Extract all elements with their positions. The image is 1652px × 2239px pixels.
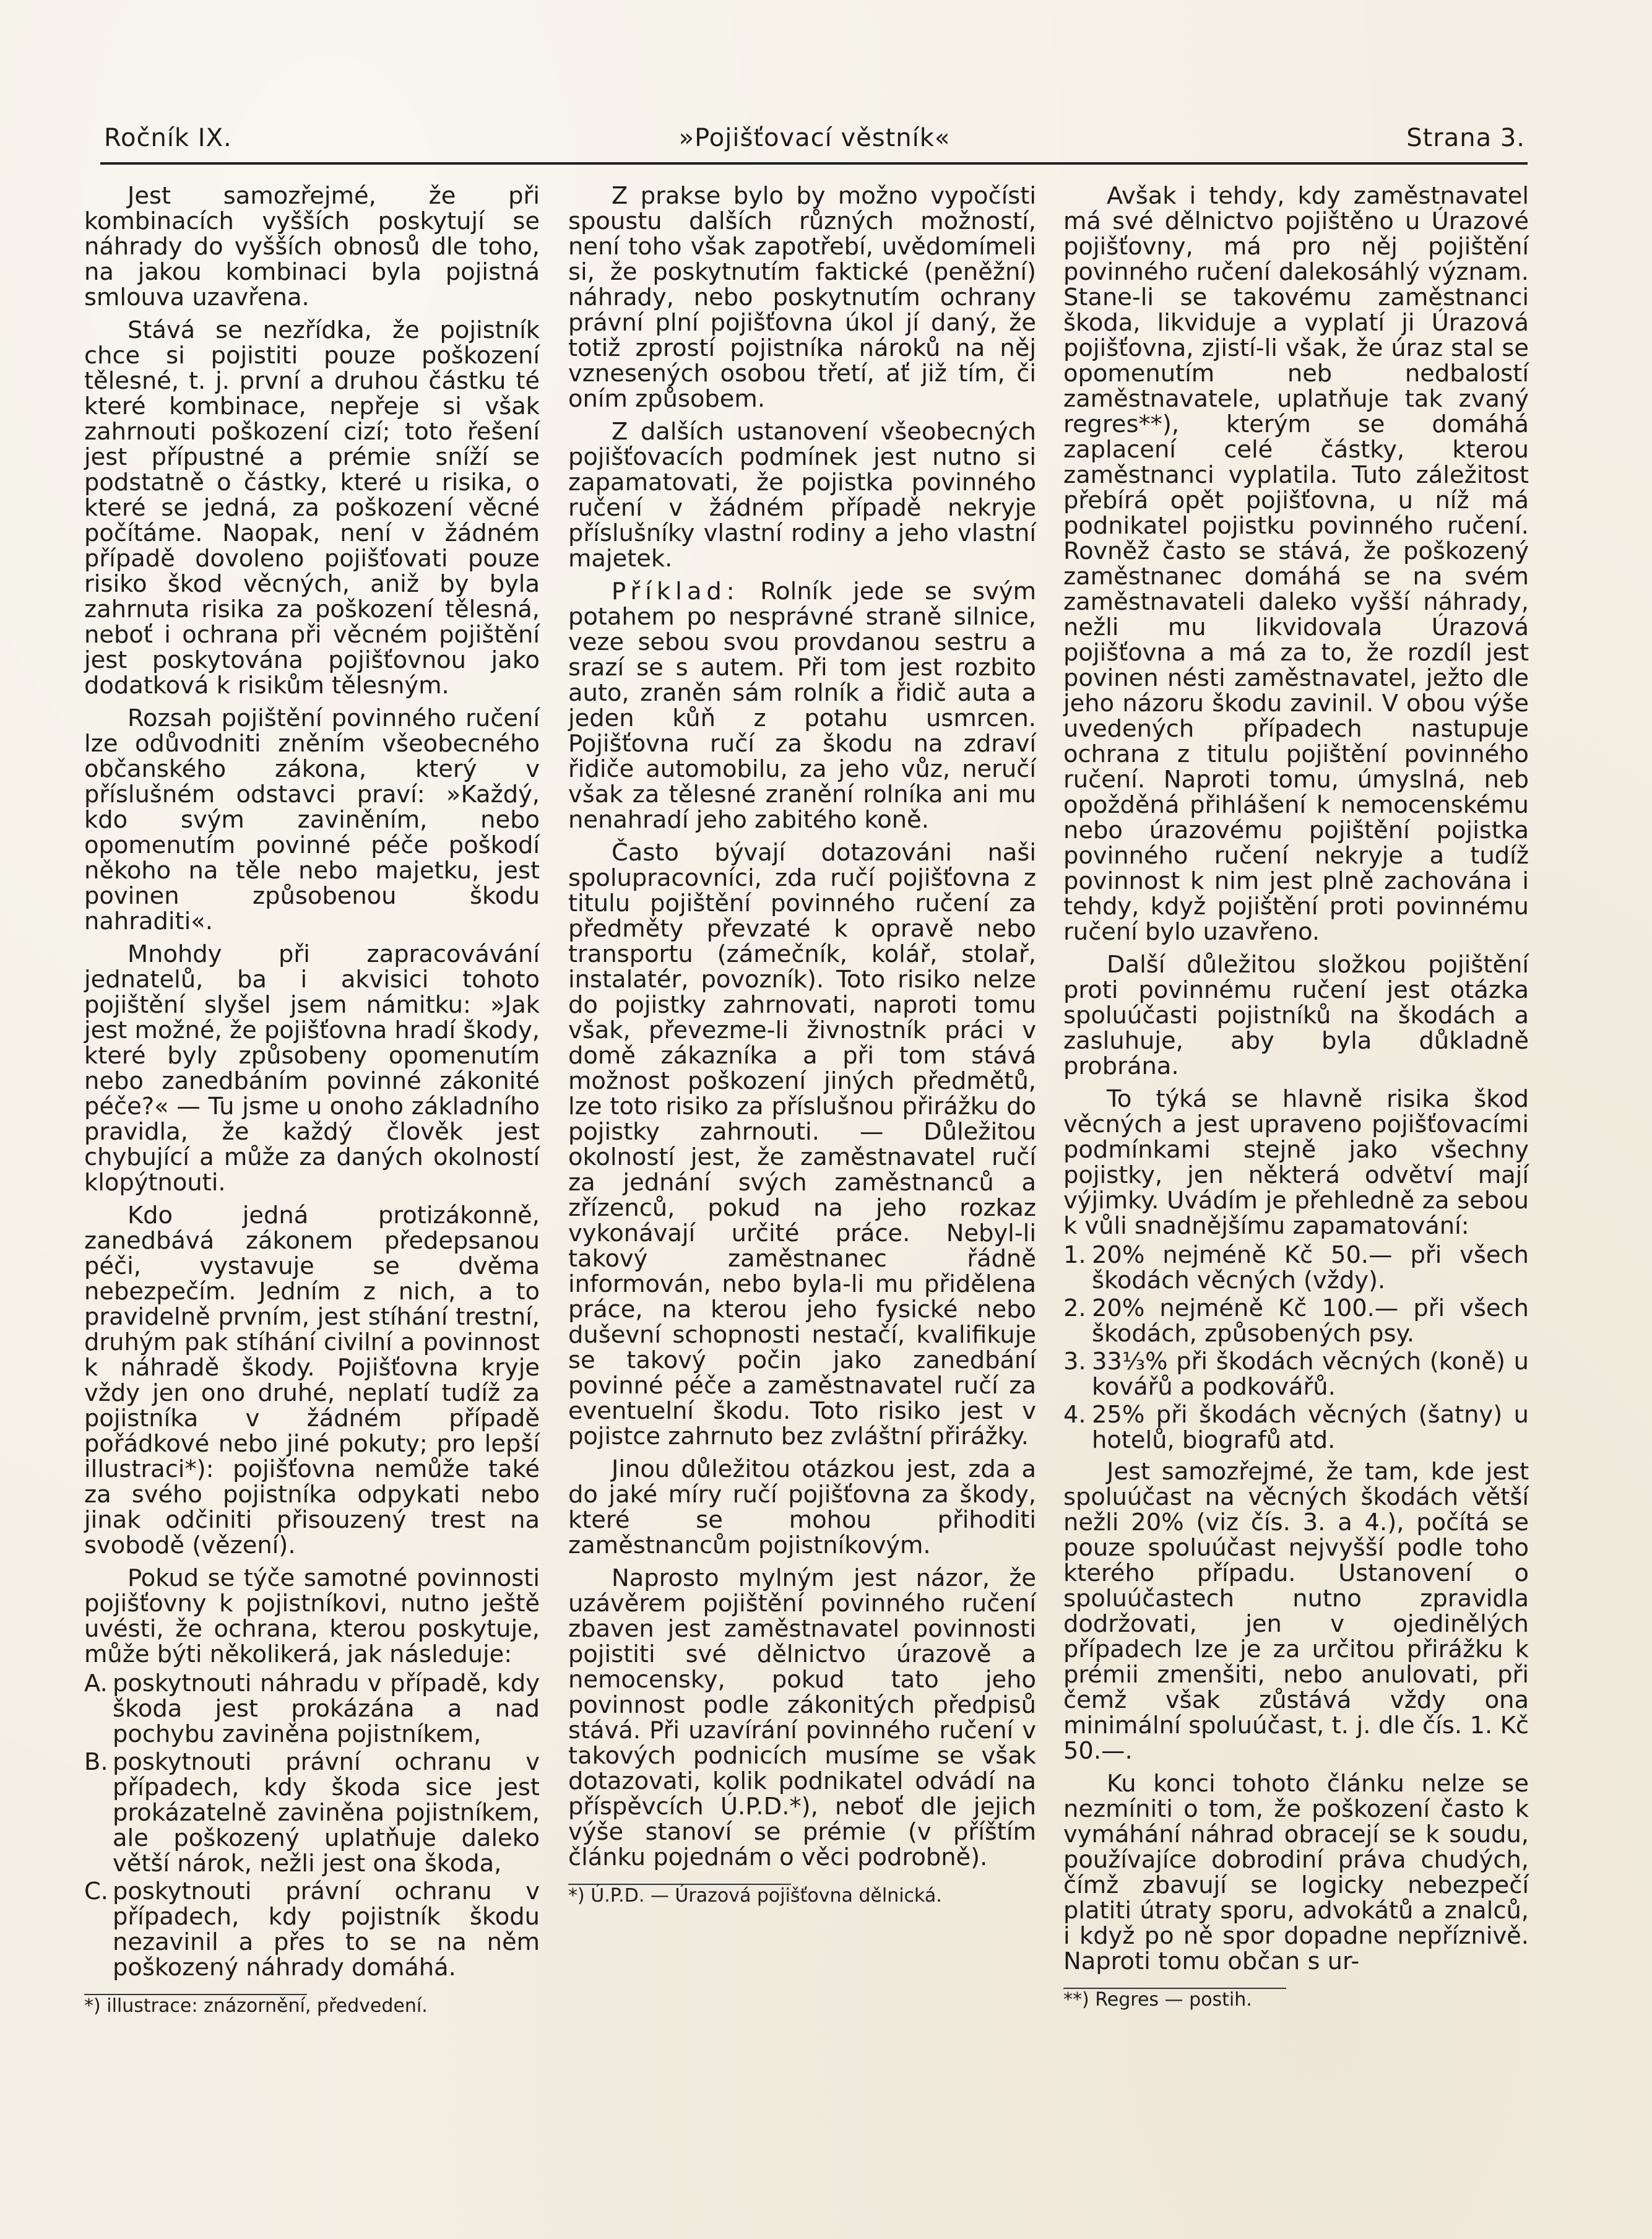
paragraph xyxy=(568,579,1036,833)
list-text: 25% při škodách věcných (šatny) u hotelů, biografů atd. xyxy=(1092,1401,1529,1454)
footnote-mark: *) xyxy=(84,1995,101,2017)
paragraph: Z dalších ustanovení všeobecných pojišťovacích podmínek jest nutno si zapamatovati, že pojistka povinného ručení v žádném případě nekryje příslušníky vlastní rodiny a jeho vlastní majetek. xyxy=(568,418,1036,573)
list-marker: 1. xyxy=(1063,1241,1086,1269)
paragraph: Pokud se týče samotné povinnosti pojišťovny k pojistníkovi, nutno ještě uvésti, že ochrana, kterou poskytuje, může býti několikerá, jak následuje: xyxy=(84,1564,540,1668)
list-text: 20% nejméně Kč 100.— při všech škodách, způsobených psy. xyxy=(1092,1294,1529,1348)
paragraph: Další důležitou složkou pojištění proti povinnému ručení jest otázka spoluúčasti pojistníků na škodách a zasluhuje, aby byla důkladně probrána. xyxy=(1063,951,1529,1080)
list-marker: A. xyxy=(84,1670,108,1697)
page-number: Strana 3. xyxy=(1406,124,1525,152)
list-item xyxy=(1063,1349,1529,1400)
footnote xyxy=(568,1885,1036,1907)
list-marker: 3. xyxy=(1063,1348,1086,1375)
list-marker: B. xyxy=(84,1748,108,1776)
paragraph: Z prakse bylo by možno vypočísti spoustu dalších různých možností, není toho však zapotřebí, uvědomímeli si, že poskytnutím faktické (peněžní) náhrady, nebo poskytnutím ochrany právní plní pojišťovna úkol jí daný, že totiž zprostí pojistníka nároků na něj vznesených osobou třetí, ať již tím, či oním způsobem. xyxy=(568,182,1036,413)
paragraph: Jest samozřejmé, že tam, kde jest spoluúčast na věcných škodách větší nežli 20% (viz čís. 3. a 4.), počítá se pouze spoluúčast nejvyšší podle toho kterého případu. Ustanovení o spoluúčastech nutno zpravidla dodržovati, jen v ojedinělých případech lze je za určitou přirážku k prémii zmenšiti, nebo anulovati, při čemž však zůstává vždy ona minimální spoluúčast, t. j. dle čís. 1. Kč 50.—. xyxy=(1063,1458,1529,1765)
protection-list xyxy=(84,1671,540,1980)
list-item xyxy=(84,1749,540,1876)
paragraph: Jinou důležitou otázkou jest, zda a do jaké míry ručí pojišťovna za škody, které se mohou přihoditi zaměstnancům pojistníkovým. xyxy=(568,1455,1036,1559)
footnote xyxy=(84,1995,540,2017)
list-item xyxy=(1063,1296,1529,1346)
list-marker: C. xyxy=(84,1877,109,1905)
deductible-list xyxy=(1063,1242,1529,1453)
paragraph: Naprosto mylným jest názor, že uzávěrem pojištění povinného ručení zbaven jest zaměstnavatel povinnosti pojistiti své dělnictvo úrazově a nemocensky, pokud tato jeho povinnost podle zákonitých předpisů stává. Při uzavírání povinného ručení v takových podnicích musíme se však dotazovati, kolik podnikatel odvádí na příspěvcích Ú.P.D.*), neboť dle jejich výše stanoví se prémie (v příštím článku pojednám o věci podrobně). xyxy=(568,1564,1036,1871)
column-1 xyxy=(84,183,540,2053)
list-item xyxy=(1063,1242,1529,1293)
paragraph: Stává se nezřídka, že pojistník chce si pojistiti pouze poškození tělesné, t. j. první a druhou částku té které kombinace, nepřeje si však zahrnouti poškození cizí; toto řešení jest přípustné a prémie sníží se podstatně o částky, které u risika, o které se jedná, za poškození věcné počítáme. Naopak, není v žádném případě dovoleno pojišťovati pouze risiko škod věcných, aniž by byla zahrnuta risika za poškození tělesná, neboť i ochrana při věcném pojištění jest poskytována pojišťovnou jako dodatková k risikům tělesným. xyxy=(84,316,540,699)
list-text: poskytnouti náhradu v případě, kdy škoda jest prokázána a nad pochybu zaviněna pojistníkem, xyxy=(113,1670,540,1748)
footnote-mark: **) xyxy=(1063,1989,1089,2011)
journal-title: »Pojišťovací věstník« xyxy=(678,124,951,152)
running-header xyxy=(104,124,1525,161)
volume-number: Ročník IX. xyxy=(104,124,232,152)
list-text: 33⅓% při škodách věcných (koně) u kovářů a podkovářů. xyxy=(1092,1348,1529,1401)
footnote-text: Regres — postih. xyxy=(1095,1989,1252,2011)
list-marker: 2. xyxy=(1063,1294,1086,1322)
list-item xyxy=(84,1879,540,1980)
list-text: 20% nejméně Kč 50.— při všech škodách věcných (vždy). xyxy=(1092,1241,1529,1294)
column-3 xyxy=(1063,183,1529,2053)
list-item xyxy=(1063,1402,1529,1453)
column-2 xyxy=(568,183,1036,2053)
paragraph: Rozsah pojištění povinného ručení lze odůvodniti zněním všeobecného občanského zákona, který v příslušném odstavci praví: »Každý, kdo svým zaviněním, nebo opomenutím povinné péče poškodí někoho na těle nebo majetku, jest povinen způsobenou škodu nahraditi«. xyxy=(84,704,540,935)
list-item xyxy=(84,1671,540,1747)
header-rule xyxy=(100,162,1528,165)
example-label: Příklad: xyxy=(612,578,740,605)
list-text: poskytnouti právní ochranu v případech, kdy pojistník škodu nezavinil a přes to se na něm poškozený náhrady domáhá. xyxy=(113,1877,540,1981)
footnote xyxy=(1063,1989,1529,2011)
paragraph: Často bývají dotazováni naši spolupracovníci, zda ručí pojišťovna z titulu pojištění povinného ručení za předměty převzaté k opravě nebo transportu (zámečník, kolář, stolař, instalatér, povozník). Toto risiko nelze do pojistky zahrnovati, naproti tomu však, převezme-li živnostník práci v domě zákazníka a při tom stává možnost poškození jiných předmětů, lze toto risiko za příslušnou přirážku do pojistky zahrnouti. — Důležitou okolností jest, že zaměstnavatel ručí za jednání svých zaměstnanců a zřízenců, pokud na jeho rozkaz vykonávají určité práce. Nebyl-li takový zaměstnanec řádně informován, nebo byla-li mu přidělena práce, na kterou jeho fysické nebo duševní schopnosti nestačí, kvalifikuje se takový počin jako zanedbání povinné péče a zaměstnavatel ručí za eventuelní škodu. Toto risiko jest v pojistce zahrnuto bez zvláštní přirážky. xyxy=(568,839,1036,1450)
paragraph: Avšak i tehdy, kdy zaměstnavatel má své dělnictvo pojištěno u Úrazové pojišťovny, má pro něj pojištění povinného ručení dalekosáhlý význam. Stane-li se takovému zaměstnanci škoda, likviduje a vyplatí ji Úrazová pojišťovna, zjistí-li však, že úraz stal se opomenutím neb nedbalostí zaměstnavatele, uplatňuje tak zvaný regres**), kterým se domáhá zaplacení celé částky, kterou zaměstnanci vyplatila. Tuto záležitost přebírá opět pojišťovna, u níž má podnikatel pojistku povinného ručení. Rovněž často se stává, že poškozený zaměstnanec domáhá se na svém zaměstnavateli daleko vyšší náhrady, nežli mu likvidovala Úrazová pojišťovna a má za to, že rozdíl jest povinen nésti zaměstnavatel, ježto dle jeho názoru škodu zavinil. V obou výše uvedených případech nastupuje ochrana z titulu pojištění povinného ručení. Naproti tomu, úmyslná, neb opožděná přihlášení k nemocenskému nebo úrazovému pojištění pojistka povinného ručení nekryje a tudíž povinnost k nim jest plně zachována i tehdy, když pojištění proti povinnému ručení bylo uzavřeno. xyxy=(1063,182,1529,946)
list-text: poskytnouti právní ochranu v případech, kdy škoda sice jest prokázatelně zaviněna pojistníkem, ale poškozený uplatňuje daleko větší nárok, nežli jest ona škoda, xyxy=(113,1748,540,1877)
paragraph: To týká se hlavně risika škod věcných a jest upraveno pojišťovacími podmínkami stejně jako všechny pojistky, jen některá odvětví mají výjimky. Uvádím je přehledně za sebou k vůli snadnějšímu zapamatování: xyxy=(1063,1085,1529,1240)
paragraph: Jest samozřejmé, že při kombinacích vyšších poskytují se náhrady do vyšších obnosů dle toho, na jakou kombinaci byla pojistná smlouva uzavřena. xyxy=(84,182,540,311)
footnote-text: Ú.P.D. — Úrazová pojišťovna dělnická. xyxy=(590,1885,942,1907)
list-marker: 4. xyxy=(1063,1401,1086,1429)
footnote-mark: *) xyxy=(568,1885,585,1907)
example-text: Rolník jede se svým potahem po nesprávné straně silnice, veze sebou svou provdanou sestru a srazí se s autem. Při tom jest rozbito auto, zraněn sám rolník a řidič auta a jeden kůň z potahu usmrcen. Pojišťovna ručí za škodu na zdraví řidiče automobilu, za jeho vůz, neručí však za tělesné zranění rolníka ani mu nenahradí jeho zabitého koně. xyxy=(568,578,1036,834)
footnote-text: illustrace: znázornění, předvedení. xyxy=(106,1995,428,2017)
paragraph: Mnohdy při zapracovávání jednatelů, ba i akvisici tohoto pojištění slyšel jsem námitku: »Jak jest možné, že pojišťovna hradí škody, které byly způsobeny opomenutím nebo zanedbáním povinné zákonité péče?« — Tu jsme u onoho základního pravidla, že každý člověk jest chybující a může za daných okolností klopýtnouti. xyxy=(84,940,540,1197)
paragraph: Kdo jedná protizákonně, zanedbává zákonem předepsanou péči, vystavuje se dvěma nebezpečím. Jedním z nich, a to pravidelně prvním, jest stíhání trestní, druhým pak stíhání civilní a povinnost k náhradě škody. Pojišťovna kryje vždy jen ono druhé, neplatí tudíž za pojistníka v žádném případě pořádkové nebo jiné pokuty; pro lepší illustraci*): pojišťovna nemůže také za svého pojistníka odpykati nebo jinak odčiniti přisouzený trest na svobodě (vězení). xyxy=(84,1202,540,1559)
paragraph: Ku konci tohoto článku nelze se nezmíniti o tom, že poškození často k vymáhání náhrad obracejí se k soudu, používajíce dobrodiní práva chudých, čímž zbavují se logicky nebezpečí platiti útraty sporu, advokátů a znalců, i když po ně spor dopadne nepříznivě. Naproti tomu občan s ur- xyxy=(1063,1770,1529,1975)
